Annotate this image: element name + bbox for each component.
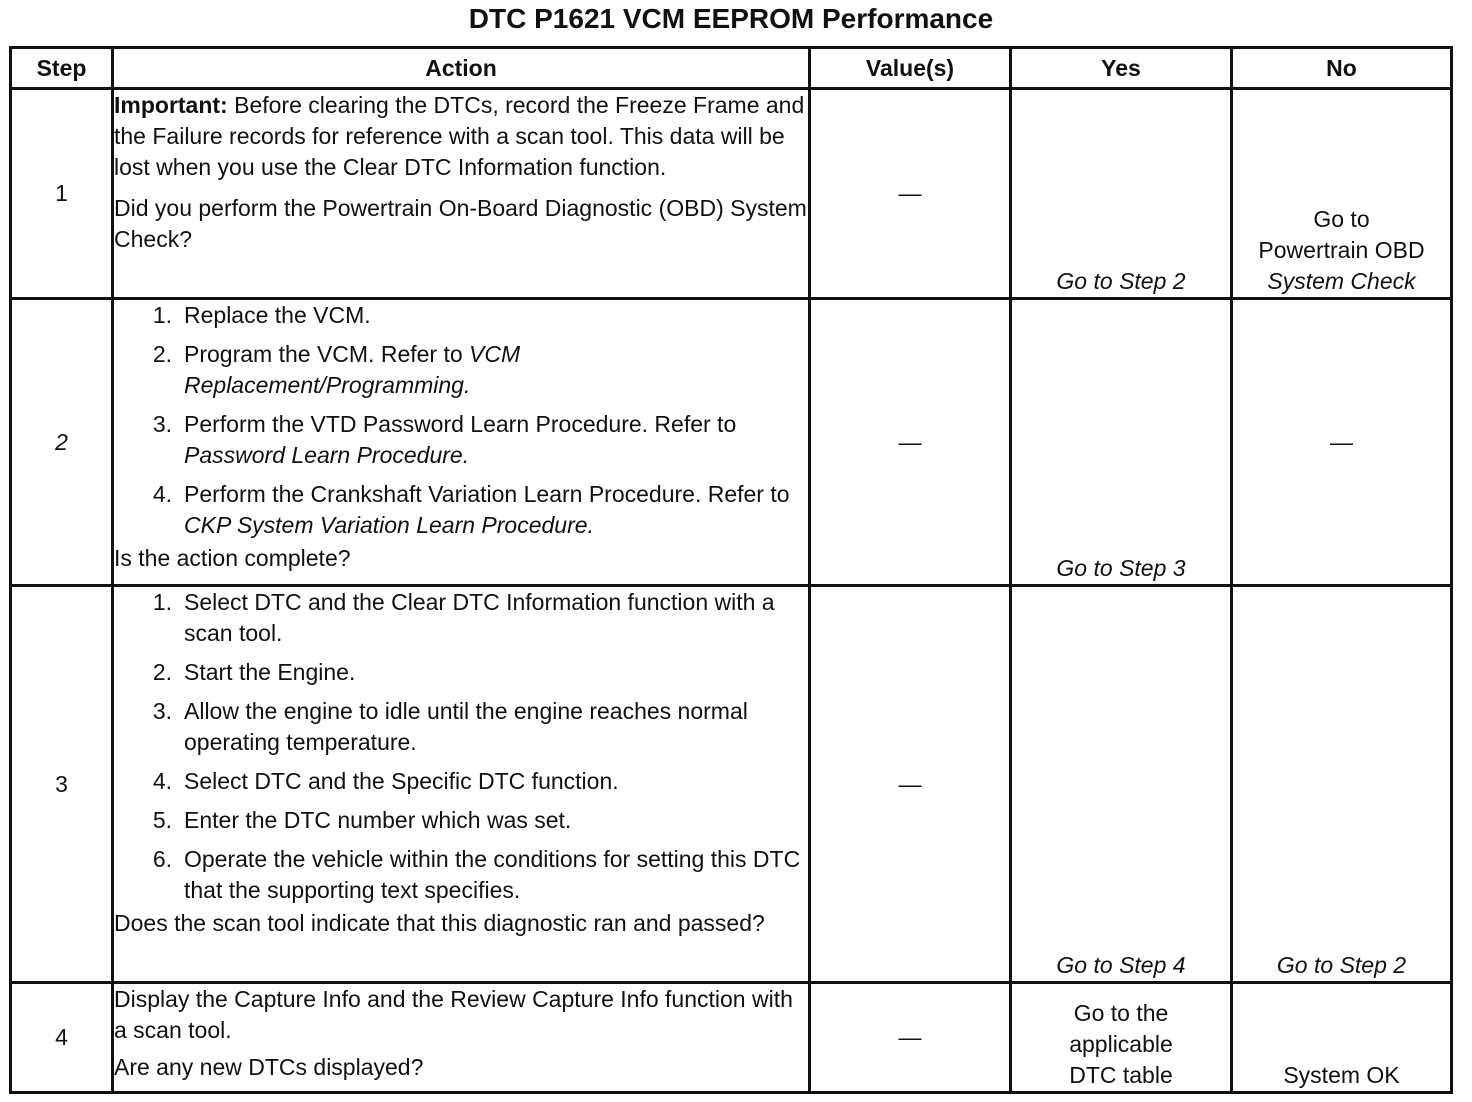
important-text: Before clearing the DTCs, record the Freeze Frame and the Failure records for reference with a scan tool. This data will be lost when you use the Clear DTC Information function. [114, 92, 805, 180]
list-item [114, 766, 808, 797]
list-item [114, 339, 808, 401]
action-cell [113, 982, 810, 1092]
list-item-text: Operate the vehicle within the conditions for setting this DTC that the supporting text specifies. [184, 846, 801, 904]
list-item-number: 2. [152, 340, 172, 367]
list-item-text: Perform the Crankshaft Variation Learn Procedure. Refer to CKP System Variation Learn Procedure. [184, 480, 790, 538]
important-note [114, 90, 808, 183]
value-cell: — [810, 89, 1011, 299]
list-item-text: Start the Engine. [184, 659, 356, 686]
reference-link: Password Learn Procedure. [184, 441, 470, 468]
header-action: Action [113, 48, 810, 89]
step-number: 2 [11, 298, 113, 586]
list-item-text: Allow the engine to idle until the engine reaches normal operating temperature. [184, 698, 748, 756]
procedure-list [114, 300, 808, 541]
value-cell: — [810, 586, 1011, 982]
table-row-step-2 [11, 298, 1452, 586]
list-item [114, 805, 808, 836]
no-line: Powertrain OBD [1258, 236, 1425, 263]
list-item [114, 409, 808, 471]
question-text: Is the action complete? [114, 544, 351, 571]
header-yes: Yes [1011, 48, 1232, 89]
header-step: Step [11, 48, 113, 89]
list-item-number: 1. [152, 301, 172, 328]
diagnostic-table [9, 46, 1453, 1094]
action-cell [113, 89, 810, 299]
step-number: 3 [11, 586, 113, 982]
list-item [114, 479, 808, 541]
instruction-text: Display the Capture Info and the Review Capture Info function with a scan tool. [114, 985, 793, 1043]
step-number: 4 [11, 982, 113, 1092]
header-values: Value(s) [810, 48, 1011, 89]
no-line: Go to [1313, 205, 1370, 232]
no-line: System Check [1267, 267, 1416, 294]
yes-cell: Go to Step 4 [1011, 586, 1232, 982]
list-item [114, 300, 808, 331]
procedure-list [114, 587, 808, 906]
question-text: Are any new DTCs displayed? [114, 1053, 424, 1080]
list-item-number: 3. [152, 698, 172, 725]
question-text: Does the scan tool indicate that this diagnostic ran and passed? [114, 910, 765, 937]
yes-line: DTC table [1069, 1062, 1173, 1088]
yes-line: Go to the [1073, 1000, 1169, 1026]
value-cell: — [810, 982, 1011, 1092]
list-item [114, 844, 808, 906]
no-cell [1232, 89, 1452, 299]
list-item-text: Replace the VCM. [184, 301, 371, 328]
list-item-text: Select DTC and the Clear DTC Information function with a scan tool. [184, 589, 775, 647]
action-cell [113, 298, 810, 586]
list-item-text: Select DTC and the Specific DTC function. [184, 768, 619, 795]
no-cell: System OK [1232, 982, 1452, 1092]
reference-link: VCM Replacement/Programming. [184, 340, 521, 398]
step-number: 1 [11, 89, 113, 299]
table-row-step-3 [11, 586, 1452, 982]
list-item-number: 5. [152, 807, 172, 834]
header-row [11, 48, 1452, 89]
yes-line: applicable [1069, 1031, 1173, 1057]
no-cell: — [1232, 298, 1452, 586]
list-item-number: 3. [152, 410, 172, 437]
list-item-number: 4. [152, 480, 172, 507]
list-item [114, 587, 808, 649]
list-item-number: 2. [152, 659, 172, 686]
list-item-text: Perform the VTD Password Learn Procedure. Refer to Password Learn Procedure. [184, 410, 737, 468]
header-no: No [1232, 48, 1452, 89]
list-item [114, 696, 808, 758]
list-item-text: Program the VCM. Refer to VCM Replacement/Programming. [184, 340, 521, 398]
yes-cell: Go to Step 2 [1011, 89, 1232, 299]
list-item-number: 1. [152, 589, 172, 616]
value-cell: — [810, 298, 1011, 586]
reference-link: CKP System Variation Learn Procedure. [184, 511, 594, 538]
yes-cell [1011, 982, 1232, 1092]
question-text: Did you perform the Powertrain On-Board Diagnostic (OBD) System Check? [114, 195, 807, 252]
list-item-text: Enter the DTC number which was set. [184, 807, 572, 834]
list-item [114, 657, 808, 688]
page-title: DTC P1621 VCM EEPROM Performance [468, 3, 994, 34]
list-item-number: 6. [152, 846, 172, 873]
action-cell [113, 586, 810, 982]
table-row-step-1 [11, 89, 1452, 299]
no-cell: Go to Step 2 [1232, 586, 1452, 982]
list-item-number: 4. [152, 768, 172, 795]
important-label: Important: [114, 92, 228, 118]
yes-cell: Go to Step 3 [1011, 298, 1232, 586]
table-row-step-4 [11, 982, 1452, 1092]
